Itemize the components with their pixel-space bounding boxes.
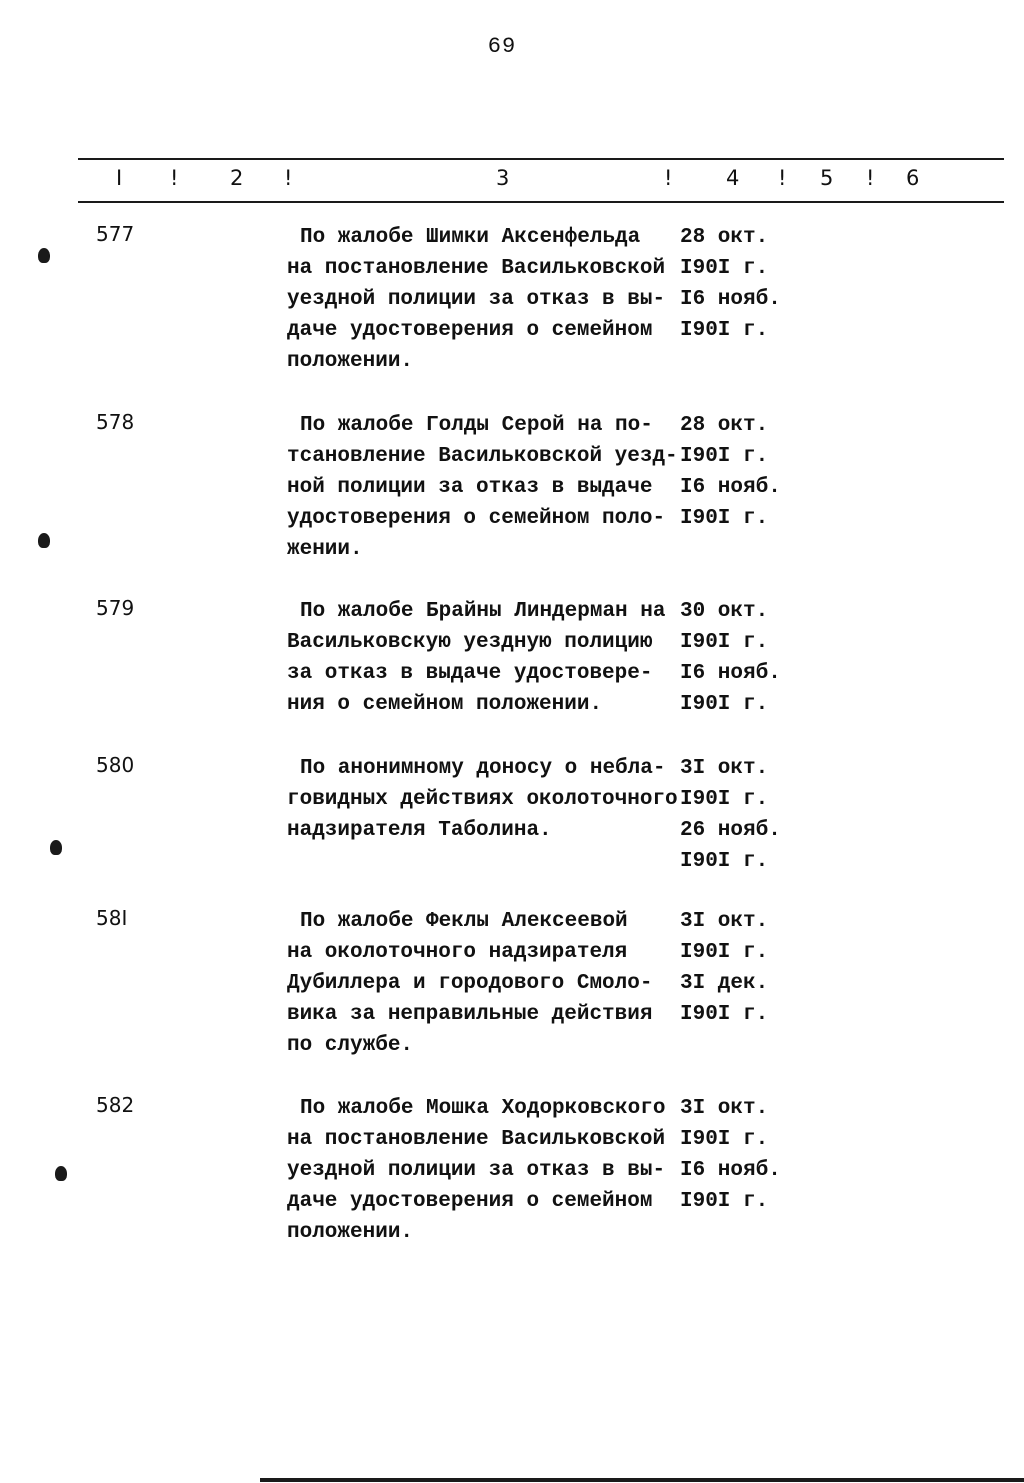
entry-number: 578	[96, 410, 135, 434]
date-line: I6 нояб.	[680, 288, 781, 311]
description-line: по службе.	[287, 1034, 414, 1057]
description-line: Васильковскую уездную полицию	[287, 631, 653, 654]
punch-hole-mark	[38, 533, 50, 548]
description-line: ния о семейном положении.	[287, 693, 603, 716]
entry-description	[287, 596, 682, 720]
date-line: I90I г.	[680, 850, 769, 873]
punch-hole-mark	[50, 840, 62, 855]
column-separator: !	[170, 166, 179, 190]
date-line: 3I дек.	[680, 972, 769, 995]
description-line: надзирателя Таболина.	[287, 819, 552, 842]
punch-hole-mark	[38, 248, 50, 263]
entry-number: 579	[96, 596, 135, 620]
page-number: 69	[487, 34, 517, 59]
description-line: положении.	[287, 350, 414, 373]
entry-number: 580	[96, 753, 135, 777]
description-line: уездной полиции за отказ в вы-	[287, 1159, 666, 1182]
date-line: I90I г.	[680, 319, 769, 342]
date-line: 3I окт.	[680, 910, 769, 933]
description-line: уездной полиции за отказ в вы-	[287, 288, 666, 311]
description-line: По жалобе Шимки Аксенфельда	[300, 226, 641, 249]
date-line: I90I г.	[680, 1190, 769, 1213]
punch-hole-mark	[55, 1166, 67, 1181]
date-line: 28 окт.	[680, 226, 769, 249]
date-line: I90I г.	[680, 445, 769, 468]
table-header	[78, 166, 1004, 198]
description-line: По жалобе Феклы Алексеевой	[300, 910, 628, 933]
description-line: на околоточного надзирателя	[287, 941, 628, 964]
description-line: на постановление Васильковской	[287, 1128, 666, 1151]
description-line: даче удостоверения о семейном	[287, 1190, 653, 1213]
date-line: I90I г.	[680, 507, 769, 530]
entry-number: 582	[96, 1093, 135, 1117]
entry-description	[287, 410, 682, 565]
date-line: I90I г.	[680, 1003, 769, 1026]
column-header-1: I	[116, 166, 123, 190]
page-bottom-edge	[260, 1478, 1024, 1482]
table-header-rule	[78, 201, 1004, 203]
date-line: I6 нояб.	[680, 1159, 781, 1182]
date-line: 28 окт.	[680, 414, 769, 437]
entry-dates	[680, 222, 800, 346]
entry-description	[287, 753, 682, 846]
column-header-2: 2	[230, 166, 244, 190]
description-line: вика за неправильные действия	[287, 1003, 653, 1026]
description-line: говидных действиях околоточного	[287, 788, 678, 811]
date-line: I90I г.	[680, 1128, 769, 1151]
description-line: По жалобе Мошка Ходорковского	[300, 1097, 666, 1120]
description-line: ной полиции за отказ в выдаче	[287, 476, 653, 499]
entry-number: 58I	[96, 906, 128, 930]
description-line: на постановление Васильковской	[287, 257, 666, 280]
table-top-rule	[78, 158, 1004, 160]
description-line: По анонимному доносу о небла-	[300, 757, 666, 780]
entry-description	[287, 222, 682, 377]
entry-number: 577	[96, 222, 135, 246]
date-line: 30 окт.	[680, 600, 769, 623]
column-separator: !	[866, 166, 875, 190]
entry-description	[287, 906, 682, 1061]
column-header-5: 5	[820, 166, 834, 190]
column-separator: !	[664, 166, 673, 190]
entry-dates	[680, 410, 800, 534]
column-separator: !	[284, 166, 293, 190]
date-line: 3I окт.	[680, 1097, 769, 1120]
description-line: По жалобе Брайны Линдерман на	[300, 600, 666, 623]
description-line: удостоверения о семейном поло-	[287, 507, 666, 530]
description-line: даче удостоверения о семейном	[287, 319, 653, 342]
description-line: за отказ в выдаче удостовере-	[287, 662, 653, 685]
entry-dates	[680, 753, 800, 877]
entry-description	[287, 1093, 682, 1248]
entry-dates	[680, 906, 800, 1030]
entry-dates	[680, 1093, 800, 1217]
date-line: I90I г.	[680, 631, 769, 654]
date-line: I90I г.	[680, 257, 769, 280]
column-header-3: 3	[496, 166, 510, 190]
description-line: По жалобе Голды Серой на по-	[300, 414, 653, 437]
description-line: тсановление Васильковской уезд-	[287, 445, 678, 468]
date-line: 26 нояб.	[680, 819, 781, 842]
date-line: I6 нояб.	[680, 662, 781, 685]
date-line: I90I г.	[680, 941, 769, 964]
date-line: 3I окт.	[680, 757, 769, 780]
date-line: I90I г.	[680, 693, 769, 716]
description-line: положении.	[287, 1221, 414, 1244]
date-line: I6 нояб.	[680, 476, 781, 499]
description-line: Дубиллера и городового Смоло-	[287, 972, 653, 995]
description-line: жении.	[287, 538, 363, 561]
column-header-6: 6	[906, 166, 920, 190]
column-header-4: 4	[726, 166, 740, 190]
column-separator: !	[778, 166, 787, 190]
entry-dates	[680, 596, 800, 720]
date-line: I90I г.	[680, 788, 769, 811]
